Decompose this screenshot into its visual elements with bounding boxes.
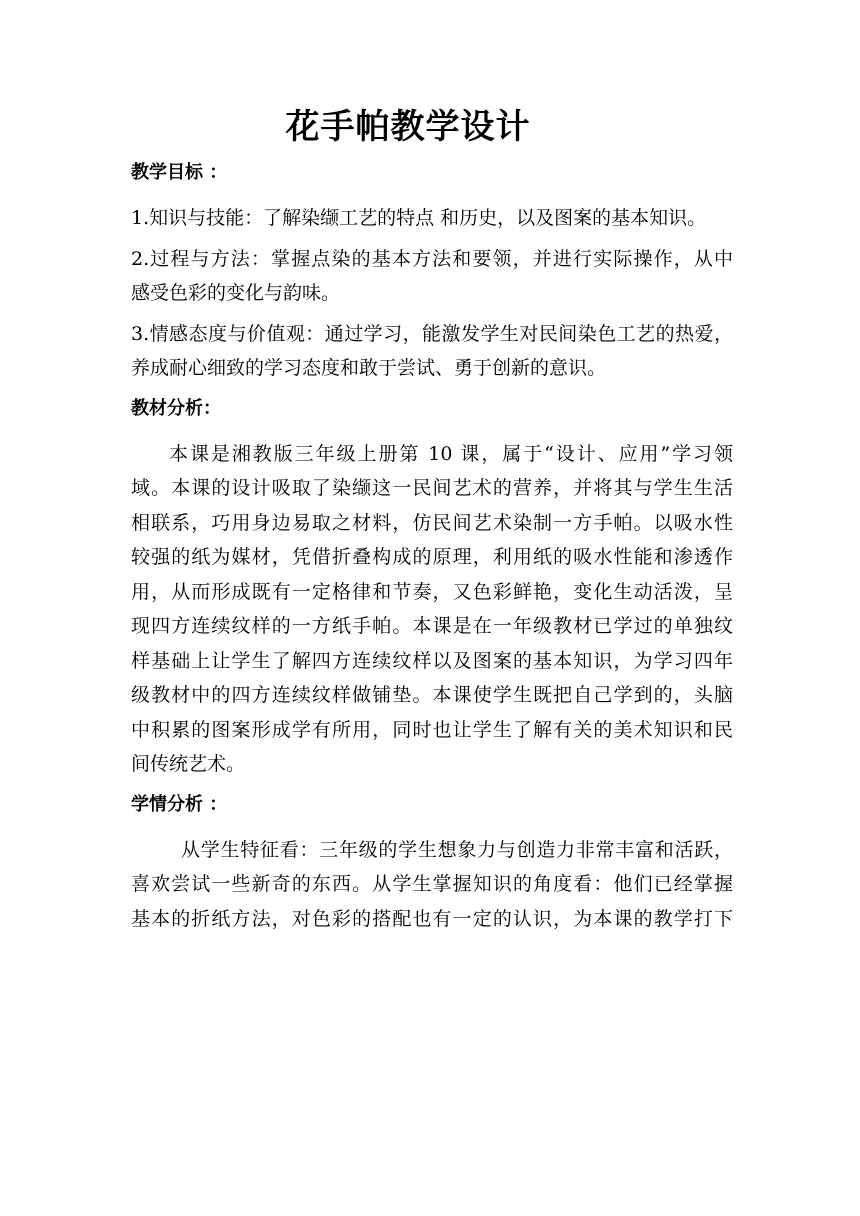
goal-item [131,242,733,311]
text-line: 现四方连续纹样的一方纸手帕。本课是在一年级教材已学过的单独纹 [131,615,733,637]
text-line: 级教材中的四方连续纹样做铺垫。本课使学生既把自己学到的，头脑 [131,684,733,706]
section-heading-goals: 教学目标 ： [131,162,228,183]
text-line: 2.过程与方法：掌握点染的基本方法和要领，并进行实际操作，从中 [131,247,733,270]
text-line: 本课是湘教版三年级上册第 10 课，属于“设计、应用”学习领 [169,442,733,465]
text-line: 3.情感态度与价值观：通过学习，能激发学生对民间染色工艺的热爱， [131,322,733,345]
text-line: 养成耐心细致的学习态度和敢于尝试、勇于创新的意识。 [131,357,607,379]
text-line: 基本的折纸方法，对色彩的搭配也有一定的认识，为本课的教学打下 [131,907,733,930]
text-line: 用，从而形成既有一定格律和节奏，又色彩鲜艳，变化生动活泼，呈 [131,580,733,603]
text-line: 中积累的图案形成学有所用，同时也让学生了解有关的美术知识和民 [131,718,733,741]
text-line: 从学生特征看：三年级的学生想象力与创造力非常丰富和活跃， [181,838,733,861]
text-line: 1.知识与技能：了解染缬工艺的特点 和历史，以及图案的基本知识。 [131,207,707,229]
document-title: 花手帕教学设计 [285,107,531,147]
text-line: 间传统艺术。 [131,753,246,775]
text-line: 域。本课的设计吸取了染缬这一民间艺术的营养，并将其与学生生活 [131,477,733,499]
material-paragraph [131,437,733,782]
text-line: 喜欢尝试一些新奇的东西。从学生掌握知识的角度看：他们已经掌握 [131,873,733,895]
text-line: 样基础上让学生了解四方连续纹样以及图案的基本知识，为学习四年 [131,649,733,672]
document-body [131,156,733,942]
students-paragraph [131,833,733,937]
text-line: 相联系，巧用身边易取之材料，仿民间艺术染制一方手帕。以吸水性 [131,511,733,534]
text-line: 感受色彩的变化与韵味。 [131,282,341,304]
section-heading-students: 学情分析 ： [131,793,228,815]
goal-item [131,201,733,236]
text-line: 较强的纸为媒材，凭借折叠构成的原理，利用纸的吸水性能和渗透作 [131,546,733,568]
section-heading-material: 教材分析： [131,397,221,419]
goal-item [131,317,733,386]
